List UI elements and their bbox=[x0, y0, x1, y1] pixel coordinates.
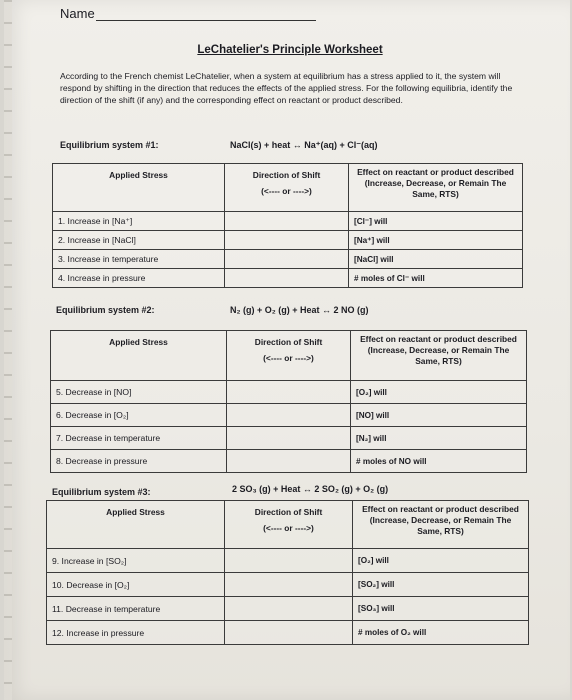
header-direction-label: Direction of Shift bbox=[252, 170, 321, 180]
binder-edge bbox=[4, 0, 12, 700]
stress-cell: 9. Increase in [SO₂] bbox=[47, 549, 225, 573]
table-row bbox=[53, 250, 523, 269]
name-field-line[interactable] bbox=[96, 20, 316, 21]
header-effect: Effect on reactant or product described (Increase, Decrease, or Remain The Same, RTS) bbox=[353, 501, 529, 549]
stress-cell: 8. Decrease in pressure bbox=[51, 450, 227, 473]
table-row bbox=[53, 231, 523, 250]
stress-cell: 5. Decrease in [NO] bbox=[51, 381, 227, 404]
name-label: Name bbox=[60, 6, 95, 21]
effect-answer-cell[interactable]: [O₂] will bbox=[351, 381, 527, 404]
direction-answer-cell[interactable] bbox=[227, 427, 351, 450]
header-direction bbox=[227, 331, 351, 381]
system-3-table bbox=[46, 500, 529, 645]
header-direction-arrows: (<---- or ---->) bbox=[263, 523, 314, 533]
header-applied-stress: Applied Stress bbox=[51, 331, 227, 381]
table-row bbox=[47, 573, 529, 597]
stress-cell: 11. Decrease in temperature bbox=[47, 597, 225, 621]
direction-answer-cell[interactable] bbox=[225, 597, 353, 621]
header-direction-arrows: (<---- or ---->) bbox=[263, 353, 314, 363]
system-1-table bbox=[52, 163, 523, 288]
direction-answer-cell[interactable] bbox=[227, 450, 351, 473]
effect-answer-cell[interactable]: # moles of NO will bbox=[351, 450, 527, 473]
header-direction-label: Direction of Shift bbox=[254, 337, 323, 347]
system-2-label: Equilibrium system #2: bbox=[56, 305, 155, 315]
table-header-row bbox=[47, 501, 529, 549]
direction-answer-cell[interactable] bbox=[225, 212, 349, 231]
system-3-equation: 2 SO₃ (g) + Heat ↔ 2 SO₂ (g) + O₂ (g) bbox=[232, 484, 389, 494]
stress-cell: 12. Increase in pressure bbox=[47, 621, 225, 645]
stress-cell: 1. Increase in [Na⁺] bbox=[53, 212, 225, 231]
header-direction-arrows: (<---- or ---->) bbox=[261, 186, 312, 196]
page-title: LeChatelier's Principle Worksheet bbox=[197, 44, 383, 56]
stress-cell: 7. Decrease in temperature bbox=[51, 427, 227, 450]
table-row bbox=[53, 269, 523, 288]
effect-answer-cell[interactable]: [NO] will bbox=[351, 404, 527, 427]
direction-answer-cell[interactable] bbox=[227, 404, 351, 427]
table-row bbox=[51, 404, 527, 427]
effect-answer-cell[interactable]: [SO₂] will bbox=[353, 573, 529, 597]
header-effect: Effect on reactant or product described (Increase, Decrease, or Remain The Same, RTS) bbox=[349, 164, 523, 212]
system-1-label: Equilibrium system #1: bbox=[60, 140, 159, 150]
table-header-row bbox=[51, 331, 527, 381]
intro-paragraph: According to the French chemist LeChatelier, when a system at equilibrium has a stress applied to it, the system will respond by shifting in the direction that reduces the effects of the applied stress. For the following equilibria, identify the direction of the shift (if any) and the corresponding effect on reactant or product described. bbox=[60, 71, 513, 105]
table-row bbox=[51, 381, 527, 404]
stress-cell: 10. Decrease in [O₂] bbox=[47, 573, 225, 597]
direction-answer-cell[interactable] bbox=[225, 269, 349, 288]
effect-answer-cell[interactable]: [SO₃] will bbox=[353, 597, 529, 621]
table-header-row bbox=[53, 164, 523, 212]
header-applied-stress: Applied Stress bbox=[47, 501, 225, 549]
header-direction bbox=[225, 501, 353, 549]
system-2-equation: N₂ (g) + O₂ (g) + Heat ↔ 2 NO (g) bbox=[230, 305, 369, 315]
system-3-label: Equilibrium system #3: bbox=[52, 487, 151, 497]
worksheet-page bbox=[4, 0, 570, 700]
table-row bbox=[51, 450, 527, 473]
table-row bbox=[47, 597, 529, 621]
direction-answer-cell[interactable] bbox=[225, 549, 353, 573]
header-applied-stress: Applied Stress bbox=[53, 164, 225, 212]
direction-answer-cell[interactable] bbox=[225, 621, 353, 645]
table-row bbox=[47, 621, 529, 645]
stress-cell: 2. Increase in [NaCl] bbox=[53, 231, 225, 250]
header-direction-label: Direction of Shift bbox=[254, 507, 323, 517]
stress-cell: 3. Increase in temperature bbox=[53, 250, 225, 269]
effect-answer-cell[interactable]: [NaCl] will bbox=[349, 250, 523, 269]
effect-answer-cell[interactable]: [Na⁺] will bbox=[349, 231, 523, 250]
header-direction bbox=[225, 164, 349, 212]
table-row bbox=[53, 212, 523, 231]
direction-answer-cell[interactable] bbox=[225, 573, 353, 597]
effect-answer-cell[interactable]: [N₂] will bbox=[351, 427, 527, 450]
table-row bbox=[51, 427, 527, 450]
header-effect: Effect on reactant or product described (Increase, Decrease, or Remain The Same, RTS) bbox=[351, 331, 527, 381]
direction-answer-cell[interactable] bbox=[227, 381, 351, 404]
table-row bbox=[47, 549, 529, 573]
direction-answer-cell[interactable] bbox=[225, 250, 349, 269]
effect-answer-cell[interactable]: # moles of Cl⁻ will bbox=[349, 269, 523, 288]
effect-answer-cell[interactable]: [Cl⁻] will bbox=[349, 212, 523, 231]
system-2-table bbox=[50, 330, 527, 473]
system-1-equation: NaCl(s) + heat ↔ Na⁺(aq) + Cl⁻(aq) bbox=[230, 140, 378, 150]
effect-answer-cell[interactable]: [O₂] will bbox=[353, 549, 529, 573]
direction-answer-cell[interactable] bbox=[225, 231, 349, 250]
stress-cell: 6. Decrease in [O₂] bbox=[51, 404, 227, 427]
effect-answer-cell[interactable]: # moles of O₂ will bbox=[353, 621, 529, 645]
stress-cell: 4. Increase in pressure bbox=[53, 269, 225, 288]
